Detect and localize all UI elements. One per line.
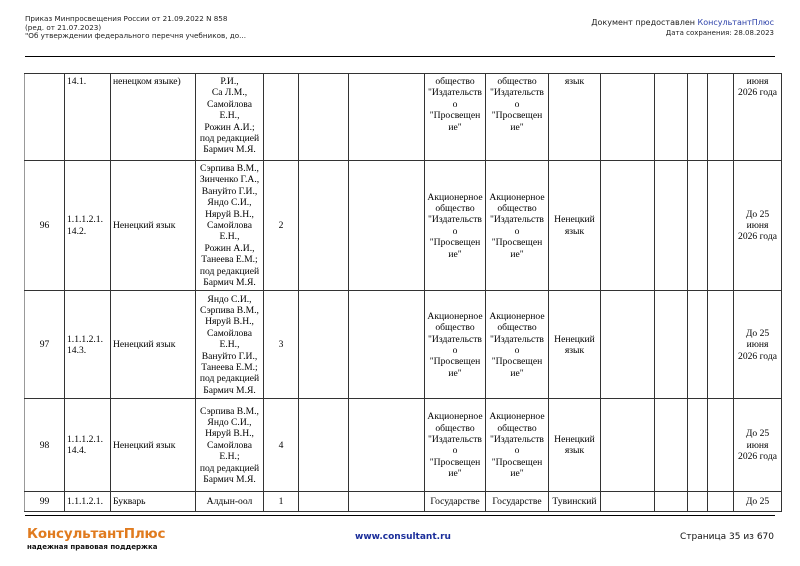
subject: Тувинский	[549, 492, 601, 512]
authors-line: Яндо С.И.,	[207, 416, 252, 428]
deadline-line: До 25	[745, 327, 770, 339]
empty-cell	[708, 492, 734, 512]
producer-line: ие"	[510, 367, 524, 379]
publisher-line: ие"	[448, 468, 462, 480]
grade: 3	[264, 291, 299, 399]
authors-line: под редакцией	[199, 133, 260, 145]
publisher-line: Государстве	[430, 496, 480, 508]
table-row	[25, 492, 782, 512]
empty-cell	[601, 161, 655, 291]
authors-line: Сэрпива В.М.,	[200, 405, 259, 417]
empty-cell	[299, 291, 349, 399]
row-code: 1.1.1.2.1.	[65, 492, 111, 512]
producer-line: "Издательств	[490, 434, 544, 446]
table-row	[25, 161, 782, 291]
textbook-table	[24, 73, 782, 512]
empty-cell	[299, 399, 349, 492]
authors-line: Р.И.,	[220, 76, 239, 87]
row-number: 98	[25, 399, 65, 492]
authors-line: Танеева Е.М.;	[201, 362, 258, 374]
authors	[196, 399, 264, 492]
footer-divider	[25, 515, 775, 516]
authors-line: Алдын-оол	[206, 496, 253, 508]
producer-line: общество	[497, 76, 537, 87]
publisher-line: "Просвещен	[429, 110, 481, 122]
producer-line: Государстве	[492, 496, 542, 508]
deadline-line: июня	[746, 439, 769, 451]
row-code: 1.1.1.2.1. 14.2.	[65, 161, 111, 291]
empty-cell	[688, 291, 708, 399]
authors-line: Бармич М.Я.	[203, 384, 256, 396]
deadline	[734, 399, 782, 492]
order-title: Приказ Минпросвещения России от 21.09.2022 N 858	[25, 14, 228, 23]
empty-cell	[708, 161, 734, 291]
table-row	[25, 291, 782, 399]
deadline-line: До 25	[745, 496, 770, 508]
publisher	[425, 74, 486, 161]
row-code: 1.1.1.2.1. 14.3.	[65, 291, 111, 399]
empty-cell	[349, 399, 425, 492]
publisher-line: "Издательств	[428, 87, 482, 99]
publisher-line: Акционерное	[427, 191, 483, 203]
empty-cell	[688, 74, 708, 161]
header-divider	[25, 56, 775, 57]
authors-line: Яндо С.И.,	[207, 293, 252, 305]
producer-line: "Издательств	[490, 333, 544, 345]
empty-cell	[349, 74, 425, 161]
authors-line: Сэрпива В.М.,	[200, 305, 259, 317]
logo-tagline: надежная правовая поддержка	[27, 543, 158, 551]
publisher-line: о	[452, 98, 458, 110]
producer-line: Акционерное	[489, 411, 545, 423]
authors-line: под редакцией	[199, 462, 260, 474]
row-number: 99	[25, 492, 65, 512]
website-link[interactable]: www.consultant.ru	[355, 532, 451, 542]
empty-cell	[688, 161, 708, 291]
grade	[264, 74, 299, 161]
publisher-line: о	[452, 225, 458, 237]
deadline	[734, 492, 782, 512]
publisher-line: ие"	[448, 121, 462, 133]
empty-cell	[655, 74, 688, 161]
empty-cell	[655, 291, 688, 399]
deadline-line: 2026 года	[738, 87, 777, 99]
producer	[486, 492, 549, 512]
producer-line: общество	[497, 422, 537, 434]
producer-line: ие"	[510, 121, 524, 133]
authors-line: Няруй В.Н.,	[205, 208, 254, 220]
authors	[196, 291, 264, 399]
authors-line: Яндо С.И.,	[207, 197, 252, 209]
authors-line: Бармич М.Я.	[203, 144, 256, 156]
producer-line: общество	[497, 202, 537, 214]
authors-line: под редакцией	[199, 373, 260, 385]
producer-line: ие"	[510, 468, 524, 480]
authors-line: Самойлова	[207, 327, 252, 339]
deadline-line: 2026 года	[738, 231, 777, 243]
order-revision: (ред. от 21.07.2023)	[25, 22, 102, 32]
empty-cell	[708, 399, 734, 492]
publisher	[425, 492, 486, 512]
producer-line: о	[514, 98, 520, 110]
row-code: 14.1.	[65, 74, 111, 161]
document-title-block	[25, 15, 246, 41]
authors-line: Самойлова	[207, 98, 252, 110]
publisher-line: "Издательств	[428, 434, 482, 446]
deadline-line: июня	[746, 76, 769, 87]
publisher-line: общество	[435, 322, 475, 334]
empty-cell	[299, 74, 349, 161]
producer-line: общество	[497, 322, 537, 334]
empty-cell	[688, 399, 708, 492]
empty-cell	[601, 399, 655, 492]
producer-line: Акционерное	[489, 310, 545, 322]
provider-label: Документ предоставлен	[591, 18, 698, 27]
textbook-name: Ненецкий язык	[111, 291, 196, 399]
provider-block	[591, 18, 774, 38]
authors-line: Бармич М.Я.	[203, 473, 256, 485]
producer-line: ие"	[510, 248, 524, 260]
producer	[486, 161, 549, 291]
publisher-line: общество	[435, 76, 475, 87]
publisher-line: общество	[435, 422, 475, 434]
deadline-line: До 25	[745, 208, 770, 220]
authors-line: Самойлова	[207, 220, 252, 232]
publisher-line: ие"	[448, 248, 462, 260]
publisher-line: "Просвещен	[429, 456, 481, 468]
empty-cell	[349, 161, 425, 291]
authors-line: Самойлова	[207, 439, 252, 451]
producer-line: "Издательств	[490, 214, 544, 226]
deadline	[734, 161, 782, 291]
empty-cell	[655, 399, 688, 492]
deadline-line: До 25	[745, 428, 770, 440]
empty-cell	[601, 74, 655, 161]
deadline	[734, 74, 782, 161]
subject: язык	[549, 74, 601, 161]
authors-line: Няруй В.Н.,	[205, 316, 254, 328]
producer-line: "Просвещен	[491, 356, 543, 368]
authors-line: Вануйто Г.И.,	[201, 185, 258, 197]
publisher	[425, 399, 486, 492]
grade: 2	[264, 161, 299, 291]
deadline-line: 2026 года	[738, 451, 777, 463]
save-date: Дата сохранения: 28.08.2023	[665, 29, 774, 37]
subject: Ненецкий язык	[549, 399, 601, 492]
deadline-line: июня	[746, 339, 769, 351]
textbook-name: ненецком языке)	[111, 74, 196, 161]
authors-line: Зинченко Г.А.,	[199, 174, 260, 186]
publisher-line: "Просвещен	[429, 237, 481, 249]
publisher	[425, 291, 486, 399]
row-code: 1.1.1.2.1. 14.4.	[65, 399, 111, 492]
authors	[196, 161, 264, 291]
empty-cell	[655, 161, 688, 291]
producer-line: "Просвещен	[491, 237, 543, 249]
empty-cell	[688, 492, 708, 512]
row-number: 96	[25, 161, 65, 291]
page-counter: Страница 35 из 670	[680, 532, 774, 542]
empty-cell	[299, 492, 349, 512]
empty-cell	[601, 291, 655, 399]
empty-cell	[601, 492, 655, 512]
authors-line: Рожин А.И.;	[204, 121, 255, 133]
authors-line: Сэрпива В.М.,	[200, 163, 259, 174]
authors-line: под редакцией	[199, 265, 260, 277]
authors-line: Бармич М.Я.	[203, 277, 256, 289]
producer	[486, 399, 549, 492]
grade: 4	[264, 399, 299, 492]
textbook-name: Ненецкий язык	[111, 161, 196, 291]
empty-cell	[349, 291, 425, 399]
authors-line: Няруй В.Н.,	[205, 428, 254, 440]
authors-line: Вануйто Г.И.,	[201, 350, 258, 362]
authors	[196, 74, 264, 161]
publisher-line: Акционерное	[427, 310, 483, 322]
publisher-line: о	[452, 344, 458, 356]
publisher	[425, 161, 486, 291]
authors-line: Е.Н.;	[219, 451, 240, 463]
deadline-line: июня	[746, 220, 769, 232]
empty-cell	[299, 161, 349, 291]
authors	[196, 492, 264, 512]
publisher-line: общество	[435, 202, 475, 214]
producer-line: "Издательств	[490, 87, 544, 99]
publisher-line: ие"	[448, 367, 462, 379]
provider-brand: КонсультантПлюс	[697, 18, 774, 27]
producer-line: о	[514, 445, 520, 457]
producer	[486, 291, 549, 399]
deadline-line: 2026 года	[738, 350, 777, 362]
subject: Ненецкий язык	[549, 291, 601, 399]
grade: 1	[264, 492, 299, 512]
consultant-logo: КонсультантПлюс	[27, 526, 166, 542]
authors-line: Са Л.М.,	[211, 87, 248, 99]
producer	[486, 74, 549, 161]
row-number	[25, 74, 65, 161]
empty-cell	[655, 492, 688, 512]
authors-line: Е.Н.,	[219, 339, 240, 351]
producer-line: о	[514, 344, 520, 356]
empty-cell	[349, 492, 425, 512]
publisher-line: о	[452, 445, 458, 457]
textbook-name: Ненецкий язык	[111, 399, 196, 492]
subject: Ненецкий язык	[549, 161, 601, 291]
order-subject: "Об утверждении федерального перечня учебников, до...	[25, 31, 246, 41]
publisher-line: "Просвещен	[429, 356, 481, 368]
authors-line: Е.Н.,	[219, 231, 240, 243]
deadline	[734, 291, 782, 399]
row-number: 97	[25, 291, 65, 399]
table-row	[25, 74, 782, 161]
producer-line: о	[514, 225, 520, 237]
publisher-line: Акционерное	[427, 411, 483, 423]
publisher-line: "Издательств	[428, 214, 482, 226]
authors-line: Е.Н.,	[219, 110, 240, 122]
producer-line: "Просвещен	[491, 456, 543, 468]
empty-cell	[708, 291, 734, 399]
authors-line: Танеева Е.М.;	[201, 254, 258, 266]
publisher-line: "Издательств	[428, 333, 482, 345]
textbook-name: Букварь	[111, 492, 196, 512]
empty-cell	[708, 74, 734, 161]
producer-line: Акционерное	[489, 191, 545, 203]
producer-line: "Просвещен	[491, 110, 543, 122]
table-row	[25, 399, 782, 492]
authors-line: Рожин А.И.,	[204, 242, 255, 254]
